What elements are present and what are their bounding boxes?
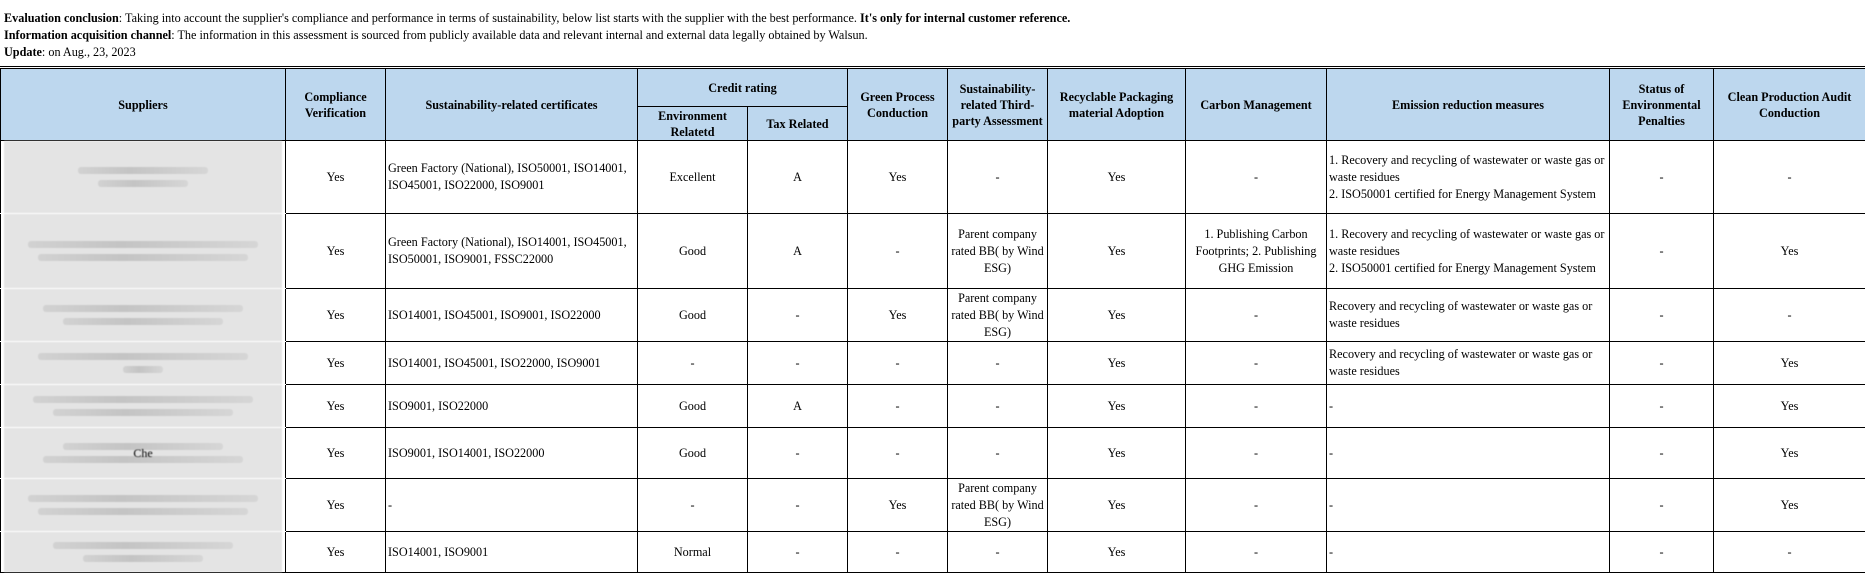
carbon-cell: -	[1186, 342, 1327, 385]
header-certificates: Sustainability-related certificates	[386, 69, 638, 141]
tax-rating-cell: -	[748, 479, 848, 532]
recyclable-cell: Yes	[1048, 385, 1186, 428]
third-party-cell: -	[948, 141, 1048, 214]
certificates-cell: ISO9001, ISO14001, ISO22000	[386, 428, 638, 479]
redacted-supplier-name	[4, 289, 282, 341]
channel-label: Information acquisition channel	[4, 28, 172, 42]
table-row	[1, 289, 1865, 342]
redaction-bar	[83, 555, 203, 562]
green-process-cell: -	[848, 532, 948, 573]
redaction-bar	[123, 366, 163, 373]
supplier-cell	[1, 385, 286, 428]
environment-rating-cell: Good	[638, 385, 748, 428]
redaction-bar	[38, 353, 248, 360]
emission-cell: Recovery and recycling of wastewater or waste gas or waste residues	[1327, 289, 1610, 342]
penalty-cell: -	[1610, 289, 1714, 342]
emission-cell: -	[1327, 479, 1610, 532]
update-note	[4, 44, 1865, 61]
emission-cell: -	[1327, 532, 1610, 573]
table-row	[1, 428, 1865, 479]
third-party-cell: Parent company rated BB( by Wind ESG)	[948, 479, 1048, 532]
clean-audit-cell: Yes	[1714, 214, 1865, 289]
redaction-bar	[53, 409, 233, 416]
redaction-bar	[63, 318, 223, 325]
third-party-cell: -	[948, 532, 1048, 573]
redaction-bar	[78, 167, 208, 174]
redaction-bar	[33, 396, 253, 403]
evaluation-conclusion	[4, 10, 1865, 27]
tax-rating-cell: A	[748, 141, 848, 214]
environment-rating-cell: -	[638, 479, 748, 532]
header-carbon: Carbon Management	[1186, 69, 1327, 141]
penalty-cell: -	[1610, 385, 1714, 428]
header-environment-related: Environment Relatetd	[638, 107, 748, 141]
recyclable-cell: Yes	[1048, 428, 1186, 479]
tax-rating-cell: -	[748, 289, 848, 342]
supplier-cell	[1, 342, 286, 385]
header-suppliers: Suppliers	[1, 69, 286, 141]
clean-audit-cell: Yes	[1714, 428, 1865, 479]
supplier-assessment-table	[0, 68, 1865, 573]
redaction-bar	[28, 495, 258, 502]
emission-cell: Recovery and recycling of wastewater or waste gas or waste residues	[1327, 342, 1610, 385]
third-party-cell: Parent company rated BB( by Wind ESG)	[948, 214, 1048, 289]
redaction-bar	[43, 305, 243, 312]
header-green-process: Green Process Conduction	[848, 69, 948, 141]
certificates-cell: ISO14001, ISO9001	[386, 532, 638, 573]
compliance-cell: Yes	[286, 289, 386, 342]
tax-rating-cell: -	[748, 532, 848, 573]
clean-audit-cell: -	[1714, 289, 1865, 342]
compliance-cell: Yes	[286, 428, 386, 479]
header-compliance: Compliance Verification	[286, 69, 386, 141]
redacted-supplier-name	[4, 385, 282, 427]
supplier-cell	[1, 428, 286, 479]
clean-audit-cell: Yes	[1714, 385, 1865, 428]
redacted-supplier-name	[4, 141, 282, 213]
tax-rating-cell: -	[748, 428, 848, 479]
update-label: Update	[4, 45, 42, 59]
certificates-cell: Green Factory (National), ISO14001, ISO45001, ISO50001, ISO9001, FSSC22000	[386, 214, 638, 289]
conclusion-label: Evaluation conclusion	[4, 11, 119, 25]
green-process-cell: -	[848, 214, 948, 289]
redaction-bar	[98, 180, 188, 187]
third-party-cell: -	[948, 342, 1048, 385]
recyclable-cell: Yes	[1048, 342, 1186, 385]
redaction-bar	[28, 241, 258, 248]
clean-audit-cell: -	[1714, 532, 1865, 573]
channel-text: : The information in this assessment is sourced from publicly available data and relevant internal and external data legally obtained by Walsun.	[171, 28, 868, 42]
green-process-cell: -	[848, 385, 948, 428]
table-body	[1, 141, 1865, 573]
certificates-cell: ISO14001, ISO45001, ISO9001, ISO22000	[386, 289, 638, 342]
carbon-cell: 1. Publishing Carbon Footprints; 2. Publishing GHG Emission	[1186, 214, 1327, 289]
supplier-visible-fragment: Che	[133, 445, 153, 460]
compliance-cell: Yes	[286, 532, 386, 573]
green-process-cell: Yes	[848, 289, 948, 342]
recyclable-cell: Yes	[1048, 141, 1186, 214]
supplier-cell	[1, 214, 286, 289]
penalty-cell: -	[1610, 214, 1714, 289]
environment-rating-cell: Good	[638, 289, 748, 342]
tax-rating-cell: -	[748, 342, 848, 385]
certificates-cell: ISO14001, ISO45001, ISO22000, ISO9001	[386, 342, 638, 385]
certificates-cell: ISO9001, ISO22000	[386, 385, 638, 428]
table-row	[1, 214, 1865, 289]
carbon-cell: -	[1186, 385, 1327, 428]
supplier-cell	[1, 479, 286, 532]
conclusion-text: : Taking into account the supplier's compliance and performance in terms of sustainability, below list starts with the supplier with the best performance.	[118, 11, 861, 25]
environment-rating-cell: Good	[638, 214, 748, 289]
table-row	[1, 141, 1865, 214]
penalty-cell: -	[1610, 428, 1714, 479]
update-text: : on Aug., 23, 2023	[41, 45, 136, 59]
header-credit-rating: Credit rating	[638, 69, 848, 107]
environment-rating-cell: Excellent	[638, 141, 748, 214]
header-penalties: Status of Environmental Penalties	[1610, 69, 1714, 141]
emission-cell: 1. Recovery and recycling of wastewater or waste gas or waste residues 2. ISO50001 certified for Energy Management System	[1327, 141, 1610, 214]
emission-cell: 1. Recovery and recycling of wastewater or waste gas or waste residues 2. ISO50001 certified for Energy Management System	[1327, 214, 1610, 289]
supplier-cell	[1, 289, 286, 342]
header-tax-related: Tax Related	[748, 107, 848, 141]
certificates-cell: Green Factory (National), ISO50001, ISO14001, ISO45001, ISO22000, ISO9001	[386, 141, 638, 214]
penalty-cell: -	[1610, 479, 1714, 532]
clean-audit-cell: Yes	[1714, 479, 1865, 532]
penalty-cell: -	[1610, 532, 1714, 573]
green-process-cell: -	[848, 428, 948, 479]
green-process-cell: Yes	[848, 141, 948, 214]
emission-cell: -	[1327, 428, 1610, 479]
clean-audit-cell: Yes	[1714, 342, 1865, 385]
tax-rating-cell: A	[748, 214, 848, 289]
conclusion-bold-text: It's only for internal customer reference.	[860, 11, 1071, 25]
clean-audit-cell: -	[1714, 141, 1865, 214]
supplier-cell	[1, 141, 286, 214]
table-row	[1, 342, 1865, 385]
redacted-supplier-name	[4, 428, 282, 478]
supplier-cell	[1, 532, 286, 573]
third-party-cell: -	[948, 428, 1048, 479]
environment-rating-cell: Normal	[638, 532, 748, 573]
table-row	[1, 385, 1865, 428]
environment-rating-cell: Good	[638, 428, 748, 479]
information-channel	[4, 27, 1865, 44]
redacted-supplier-name	[4, 342, 282, 384]
redacted-supplier-name	[4, 214, 282, 288]
redacted-supplier-name	[4, 479, 282, 531]
recyclable-cell: Yes	[1048, 479, 1186, 532]
assessment-notes	[0, 0, 1865, 67]
compliance-cell: Yes	[286, 141, 386, 214]
tax-rating-cell: A	[748, 385, 848, 428]
table-row	[1, 479, 1865, 532]
table-header	[1, 69, 1865, 141]
green-process-cell: -	[848, 342, 948, 385]
recyclable-cell: Yes	[1048, 214, 1186, 289]
compliance-cell: Yes	[286, 342, 386, 385]
header-clean-audit: Clean Production Audit Conduction	[1714, 69, 1865, 141]
compliance-cell: Yes	[286, 385, 386, 428]
recyclable-cell: Yes	[1048, 289, 1186, 342]
carbon-cell: -	[1186, 141, 1327, 214]
third-party-cell: -	[948, 385, 1048, 428]
table-row	[1, 532, 1865, 573]
carbon-cell: -	[1186, 428, 1327, 479]
third-party-cell: Parent company rated BB( by Wind ESG)	[948, 289, 1048, 342]
redaction-bar	[53, 542, 233, 549]
carbon-cell: -	[1186, 479, 1327, 532]
header-third-party: Sustainability-related Third-party Assessment	[948, 69, 1048, 141]
redaction-bar	[38, 254, 248, 261]
environment-rating-cell: -	[638, 342, 748, 385]
carbon-cell: -	[1186, 532, 1327, 573]
carbon-cell: -	[1186, 289, 1327, 342]
penalty-cell: -	[1610, 342, 1714, 385]
redacted-supplier-name	[4, 532, 282, 572]
penalty-cell: -	[1610, 141, 1714, 214]
header-recyclable: Recyclable Packaging material Adoption	[1048, 69, 1186, 141]
compliance-cell: Yes	[286, 479, 386, 532]
header-emission: Emission reduction measures	[1327, 69, 1610, 141]
emission-cell: -	[1327, 385, 1610, 428]
recyclable-cell: Yes	[1048, 532, 1186, 573]
green-process-cell: Yes	[848, 479, 948, 532]
redaction-bar	[38, 508, 248, 515]
certificates-cell: -	[386, 479, 638, 532]
compliance-cell: Yes	[286, 214, 386, 289]
